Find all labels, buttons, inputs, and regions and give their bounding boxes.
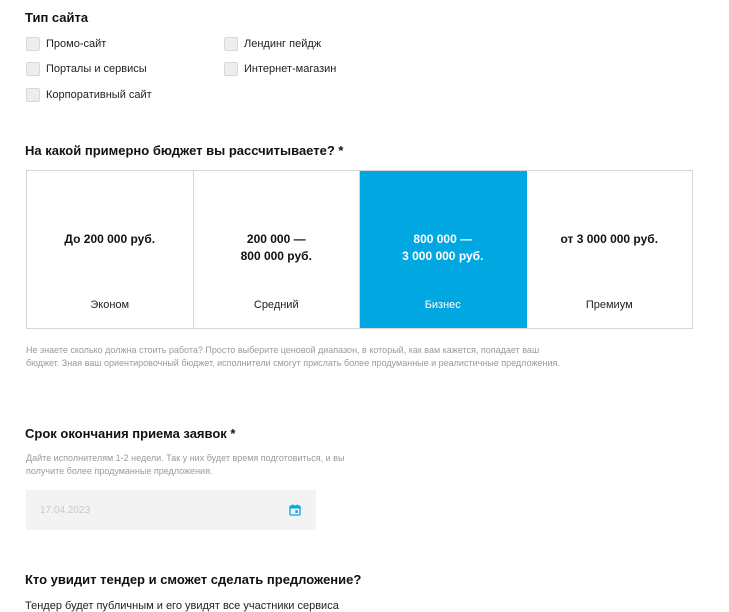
checkbox-box[interactable] xyxy=(26,37,40,51)
budget-hint: Не знаете сколько должна стоить работа? Просто выберите ценовой диапазон, в который, как вам кажется, попадает ваш бюджет. Зная ваш ориентировочный бюджет, исполнители смогут прислать более продуманные и реалистичные предложения. xyxy=(26,345,560,368)
budget-tier-label: Эконом xyxy=(90,299,130,311)
checkbox-label: Порталы и сервисы xyxy=(46,63,147,75)
checkbox-label: Интернет-магазин xyxy=(244,63,337,75)
checkbox-portals-services[interactable] xyxy=(26,61,147,77)
budget-tier-label: Средний xyxy=(253,299,299,311)
budget-option-premium[interactable] xyxy=(527,171,693,328)
deadline-date-field[interactable] xyxy=(26,490,316,530)
visibility-text: Тендер будет публичным и его увидят все участники сервиса xyxy=(25,600,339,612)
checkbox-label: Промо-сайт xyxy=(46,38,107,50)
budget-tier-label: Бизнес xyxy=(424,299,461,311)
deadline-title: Срок окончания приема заявок * xyxy=(25,426,236,441)
budget-price: 200 000 — 800 000 руб. xyxy=(240,232,312,263)
site-type-title: Тип сайта xyxy=(25,10,89,25)
budget-option-business[interactable] xyxy=(360,171,527,328)
checkbox-online-store[interactable] xyxy=(224,61,336,77)
deadline-hint: Дайте исполнителям 1-2 недели. Так у них будет время подготовиться, и вы получите более продуманные предложения. xyxy=(26,453,345,476)
budget-option-economy[interactable] xyxy=(27,171,194,328)
budget-price: 800 000 — 3 000 000 руб. xyxy=(402,232,484,263)
checkbox-box[interactable] xyxy=(26,62,40,76)
checkbox-box[interactable] xyxy=(26,88,40,102)
budget-price: от 3 000 000 руб. xyxy=(560,232,659,246)
budget-price: До 200 000 руб. xyxy=(64,232,156,246)
budget-selector xyxy=(26,170,693,329)
visibility-title: Кто увидит тендер и сможет сделать предложение? xyxy=(25,572,362,587)
checkbox-label: Корпоративный сайт xyxy=(46,89,152,101)
checkbox-box[interactable] xyxy=(224,62,238,76)
checkbox-box[interactable] xyxy=(224,37,238,51)
checkbox-promo-site[interactable] xyxy=(26,36,106,52)
checkbox-landing-page[interactable] xyxy=(224,36,321,52)
checkbox-label: Лендинг пейдж xyxy=(244,38,322,50)
budget-tier-label: Премиум xyxy=(585,299,633,311)
checkbox-corporate-site[interactable] xyxy=(26,87,152,103)
budget-title: На какой примерно бюджет вы рассчитываете? * xyxy=(25,143,344,158)
date-value: 17.04.2023 xyxy=(40,504,91,516)
budget-option-medium[interactable] xyxy=(194,171,361,328)
calendar-icon[interactable] xyxy=(289,504,301,516)
